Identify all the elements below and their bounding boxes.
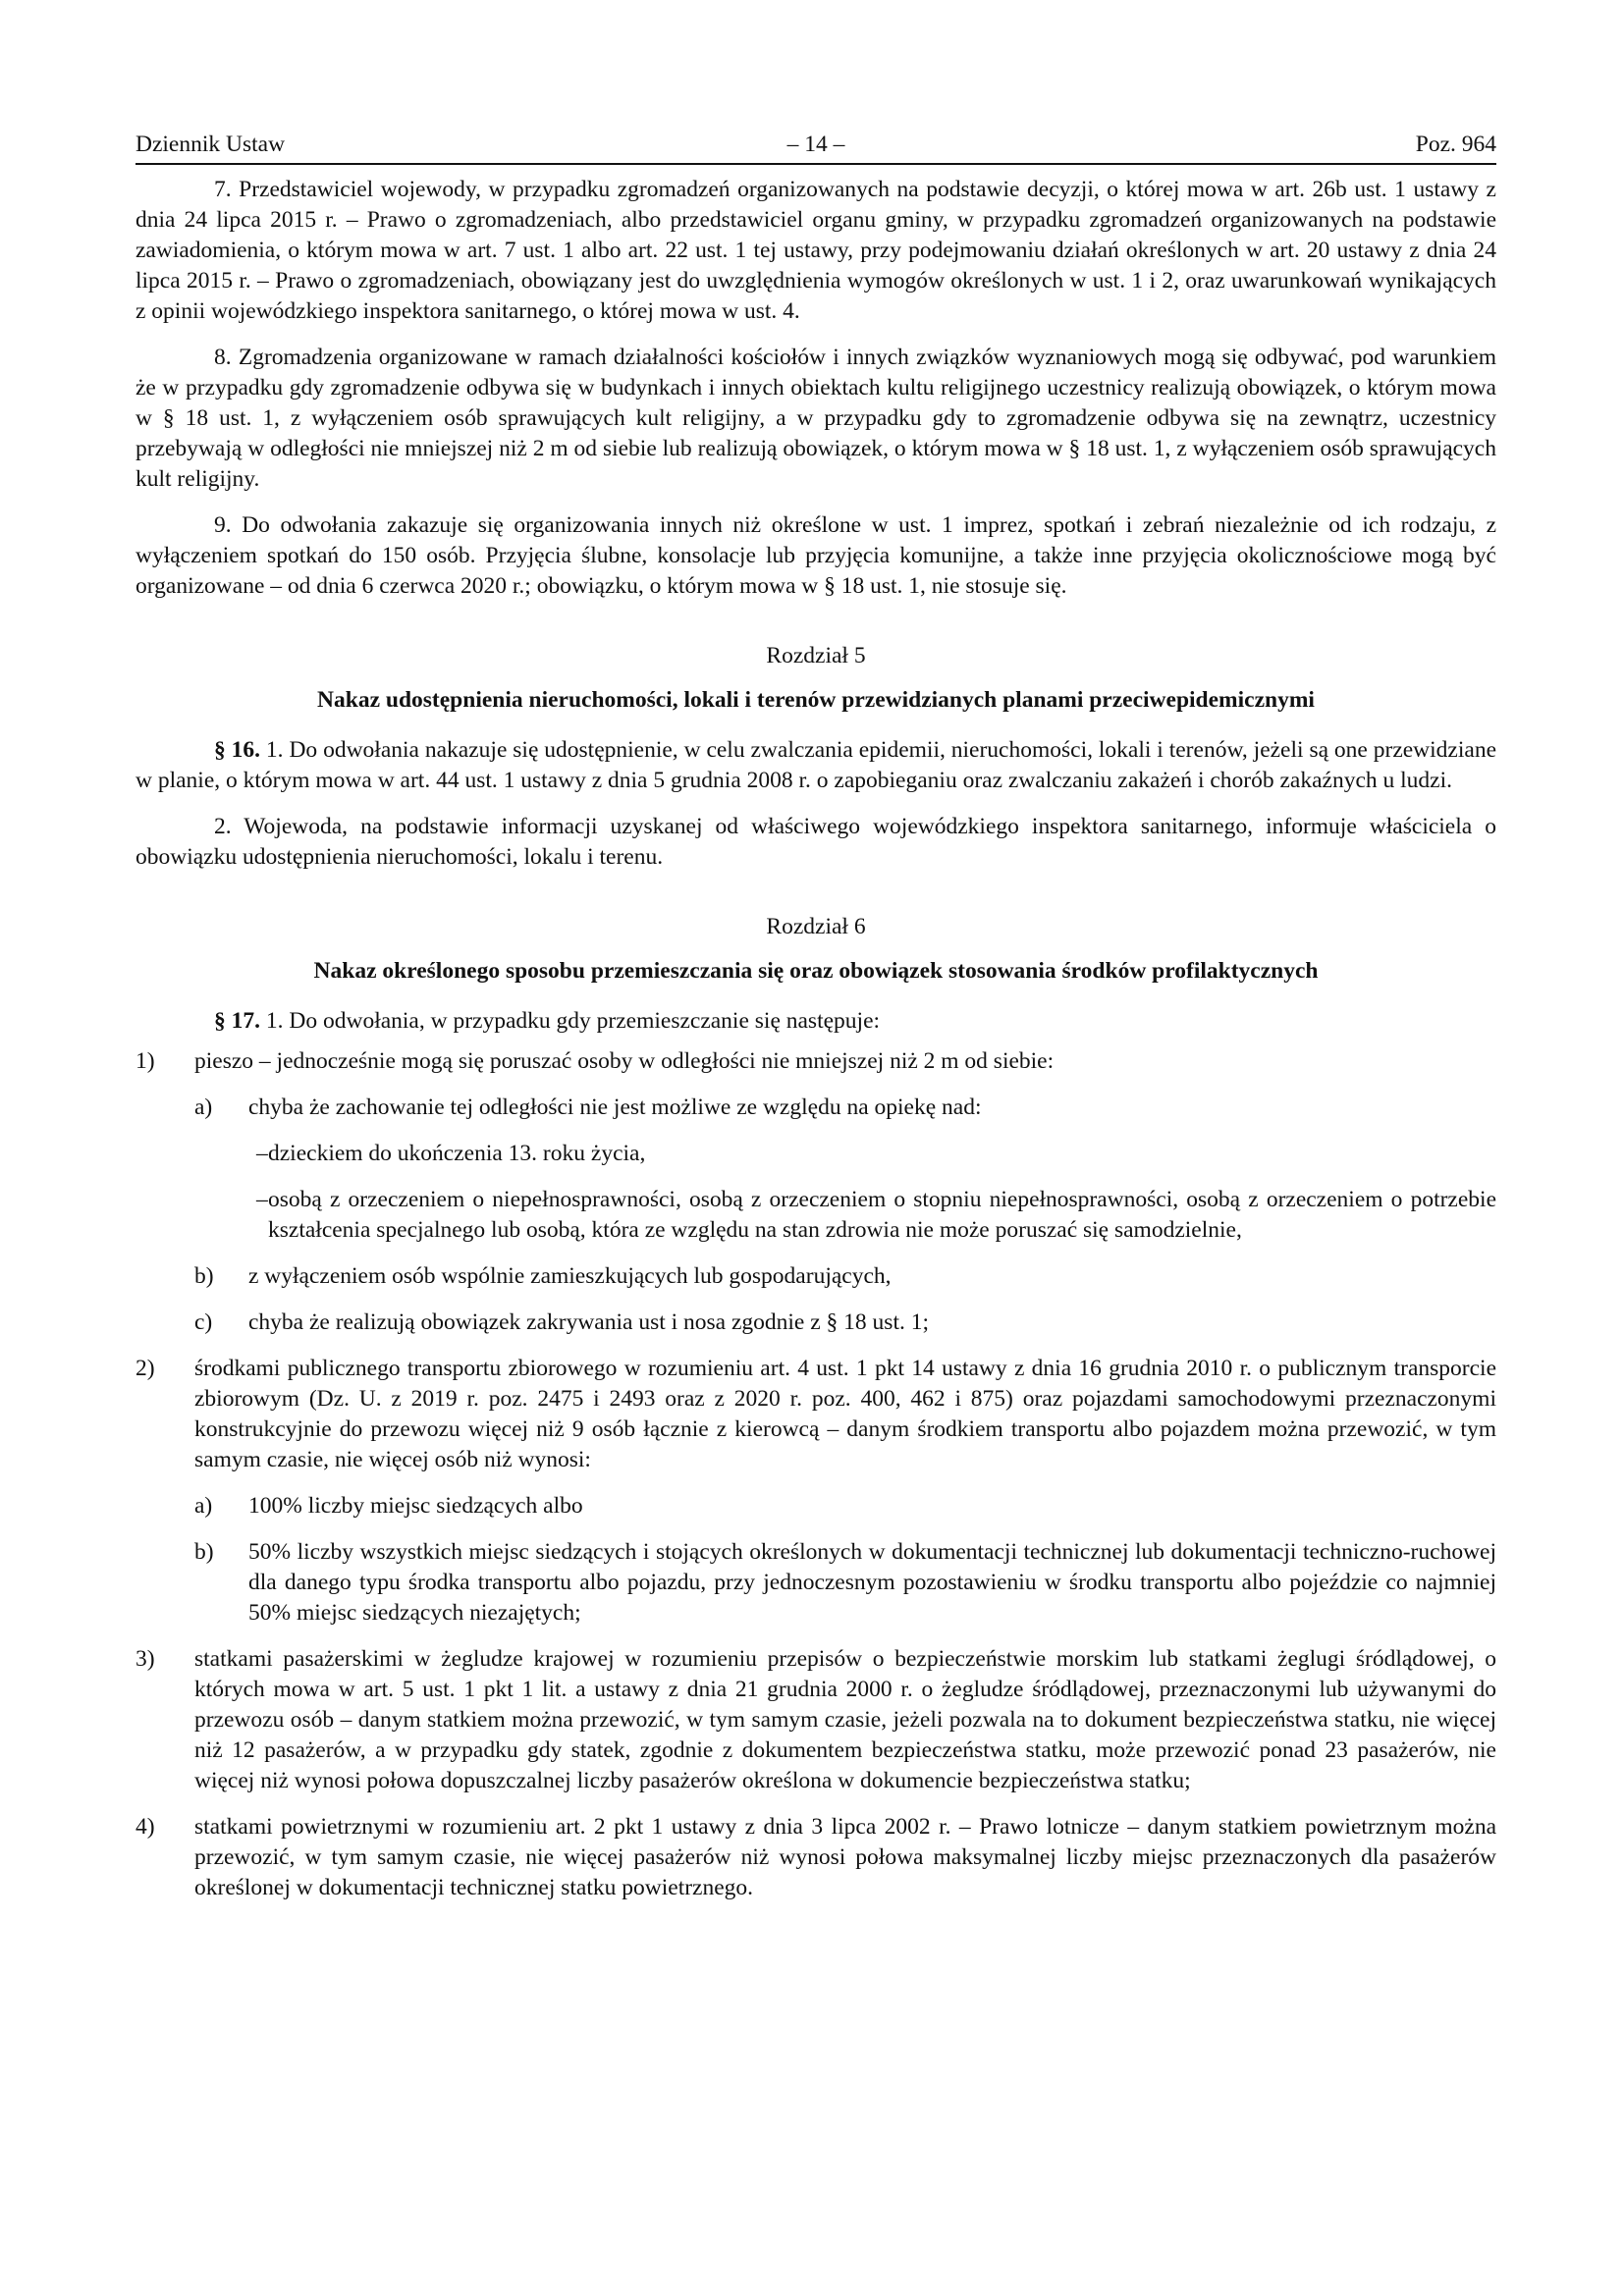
list-item-text: chyba że realizują obowiązek zakrywania ust i nosa zgodnie z § 18 ust. 1; — [248, 1309, 929, 1335]
list-marker: b) — [194, 1263, 214, 1289]
list-marker: b) — [194, 1539, 214, 1565]
list-dash-item-2 — [135, 1185, 1496, 1246]
list-marker: a) — [194, 1493, 213, 1519]
position-number: Poz. 964 — [1415, 132, 1496, 157]
list-item-2 — [135, 1354, 1496, 1475]
list-marker: c) — [194, 1309, 213, 1335]
list-item-3 — [135, 1644, 1496, 1796]
chapter-5-title: Nakaz udostępnienia nieruchomości, lokali i terenów przewidzianych planami przeciwepidemicznymi — [317, 687, 1315, 713]
list-item-text: statkami pasażerskimi w żegludze krajowej w rozumieniu przepisów o bezpieczeństwie morskim lub statkami żeglugi śródlądowej, o których mowa w art. 5 ust. 1 pkt 1 lit. a ustawy z dnia 21 grudnia 2000 r. o żegludze śródlądowej, przeznaczonymi lub używanymi do przewozu osób – danym statkiem można przewozić, w tym samym czasie, jeżeli pozwala na to dokument bezpieczeństwa statku, nie więcej niż 12 pasażerów, a w przypadku gdy statek, zgodnie z dokumentem bezpieczeństwa statku, może przewozić ponad 23 pasażerów, nie więcej niż wynosi połowa dopuszczalnej liczby pasażerów określona w dokumencie bezpieczeństwa statku; — [194, 1646, 1496, 1793]
paragraph-7: 7. Przedstawiciel wojewody, w przypadku zgromadzeń organizowanych na podstawie decyzji, o której mowa w art. 26b ust. 1 ustawy z dnia 24 lipca 2015 r. – Prawo o zgromadzeniach, albo przedstawiciel organu gminy, w przypadku zgromadzeń organizowanych na podstawie zawiadomienia, o którym mowa w art. 7 ust. 1 albo art. 22 ust. 1 tej ustawy, przy podejmowaniu działań określonych w art. 20 ustawy z dnia 24 lipca 2015 r. – Prawo o zgromadzeniach, obowiązany jest do uwzględnienia wymogów określonych w ust. 1 i 2, oraz uwarunkowań wynikających z opinii wojewódzkiego inspektora sanitarnego, o której mowa w ust. 4. — [135, 177, 1496, 324]
list-item-1b — [135, 1261, 1496, 1292]
section-17-mark: § 17. — [214, 1008, 260, 1034]
list-item-2a — [135, 1491, 1496, 1522]
list-item-text: osobą z orzeczeniem o niepełnosprawności, osobą z orzeczeniem o stopniu niepełnosprawności, osobą z orzeczeniem o potrzebie kształcenia specjalnego lub osobą, która ze względu na stan zdrowia nie może poruszać się samodzielnie, — [268, 1187, 1496, 1243]
journal-title: Dziennik Ustaw — [135, 132, 286, 157]
list-item-text: z wyłączeniem osób wspólnie zamieszkujących lub gospodarujących, — [248, 1263, 892, 1289]
list-item-text: pieszo – jednocześnie mogą się poruszać osoby w odległości nie mniejszej niż 2 m od siebie: — [194, 1048, 1055, 1074]
section-16-paragraph-1 — [135, 735, 1496, 796]
list-item-text: 50% liczby wszystkich miejsc siedzących i stojących określonych w dokumentacji technicznej lub dokumentacji techniczno-ruchowej dla danego typu środka transportu albo pojazdu, przy jednoczesnym pozostawieniu w środku transportu albo pojeździe co najmniej 50% miejsc siedzących niezajętych; — [248, 1539, 1496, 1626]
section-16-text-1: 1. Do odwołania nakazuje się udostępnienie, w celu zwalczania epidemii, nieruchomości, lokali i terenów, jeżeli są one przewidziane w planie, o którym mowa w art. 44 ust. 1 ustawy z dnia 5 grudnia 2008 r. o zapobieganiu oraz zwalczaniu zakażeń i chorób zakaźnych u ludzi. — [135, 737, 1497, 793]
list-item-text: 100% liczby miejsc siedzących albo — [248, 1493, 583, 1519]
chapter-6-title: Nakaz określonego sposobu przemieszczania się oraz obowiązek stosowania środków profilaktycznych — [313, 958, 1319, 984]
section-16-paragraph-2: 2. Wojewoda, na podstawie informacji uzyskanej od właściwego wojewódzkiego inspektora sanitarnego, informuje właściciela o obowiązku udostępnienia nieruchomości, lokalu i terenu. — [135, 814, 1496, 870]
list-item-1c — [135, 1308, 1496, 1338]
list-item-text: statkami powietrznymi w rozumieniu art. 2 pkt 1 ustawy z dnia 3 lipca 2002 r. – Prawo lotnicze – danym statkiem powietrznym można przewozić, w tym samym czasie, nie więcej pasażerów niż wynosi połowa maksymalnej liczby miejsc przeznaczonych dla pasażerów określonej w dokumentacji technicznej statku powietrznego. — [194, 1814, 1496, 1900]
list-item-1 — [135, 1046, 1496, 1077]
document-page — [135, 130, 1496, 1919]
list-marker: 2) — [135, 1356, 155, 1381]
chapter-6-label: Rozdział 6 — [766, 914, 866, 939]
paragraph-8: 8. Zgromadzenia organizowane w ramach działalności kościołów i innych związków wyznaniowych mogą się odbywać, pod warunkiem że w przypadku gdy zgromadzenie odbywa się w budynkach i innych obiektach kultu religijnego uczestnicy realizują obowiązek, o którym mowa w § 18 ust. 1, z wyłączeniem osób sprawujących kult religijny, a w przypadku gdy to zgromadzenie odbywa się na zewnątrz, uczestnicy przebywają w odległości nie mniejszej niż 2 m od siebie lub realizują obowiązek, o którym mowa w § 18 ust. 1, z wyłączeniem osób sprawujących kult religijny. — [135, 345, 1496, 492]
list-dash-item-1 — [135, 1139, 1496, 1169]
list-item-2b — [135, 1537, 1496, 1629]
list-item-1a — [135, 1093, 1496, 1123]
list-item-text: dzieckiem do ukończenia 13. roku życia, — [268, 1141, 646, 1166]
page-number: – 14 – — [786, 132, 845, 157]
list-marker: 4) — [135, 1814, 155, 1840]
list-marker: 3) — [135, 1646, 155, 1672]
section-17-intro-text: 1. Do odwołania, w przypadku gdy przemieszczanie się następuje: — [260, 1008, 881, 1034]
page-header — [135, 130, 1496, 165]
list-item-text: chyba że zachowanie tej odległości nie jest możliwe ze względu na opiekę nad: — [248, 1095, 982, 1120]
document-body — [135, 165, 1496, 1903]
section-17-intro — [135, 1006, 1496, 1037]
section-16-mark: § 16. — [214, 737, 261, 763]
list-marker: 1) — [135, 1048, 155, 1074]
list-item-text: środkami publicznego transportu zbiorowego w rozumieniu art. 4 ust. 1 pkt 14 ustawy z dnia 16 grudnia 2010 r. o publicznym transporcie zbiorowym (Dz. U. z 2019 r. poz. 2475 i 2493 oraz z 2020 r. poz. 400, 462 i 875) oraz pojazdami samochodowymi przeznaczonymi konstrukcyjnie do przewozu więcej niż 9 osób łącznie z kierowcą – danym środkiem transportu albo pojazdem można przewozić, w tym samym czasie, nie więcej osób niż wynosi: — [194, 1356, 1496, 1472]
chapter-5-label: Rozdział 5 — [766, 643, 866, 668]
dash-marker: – — [256, 1187, 268, 1212]
list-marker: a) — [194, 1095, 213, 1120]
dash-marker: – — [256, 1141, 268, 1166]
paragraph-9: 9. Do odwołania zakazuje się organizowania innych niż określone w ust. 1 imprez, spotkań i zebrań niezależnie od ich rodzaju, z wyłączeniem spotkań do 150 osób. Przyjęcia ślubne, konsolacje lub przyjęcia komunijne, a także inne przyjęcia okolicznościowe mogą być organizowane – od dnia 6 czerwca 2020 r.; obowiązku, o którym mowa w § 18 ust. 1, nie stosuje się. — [135, 512, 1496, 599]
list-item-4 — [135, 1812, 1496, 1903]
